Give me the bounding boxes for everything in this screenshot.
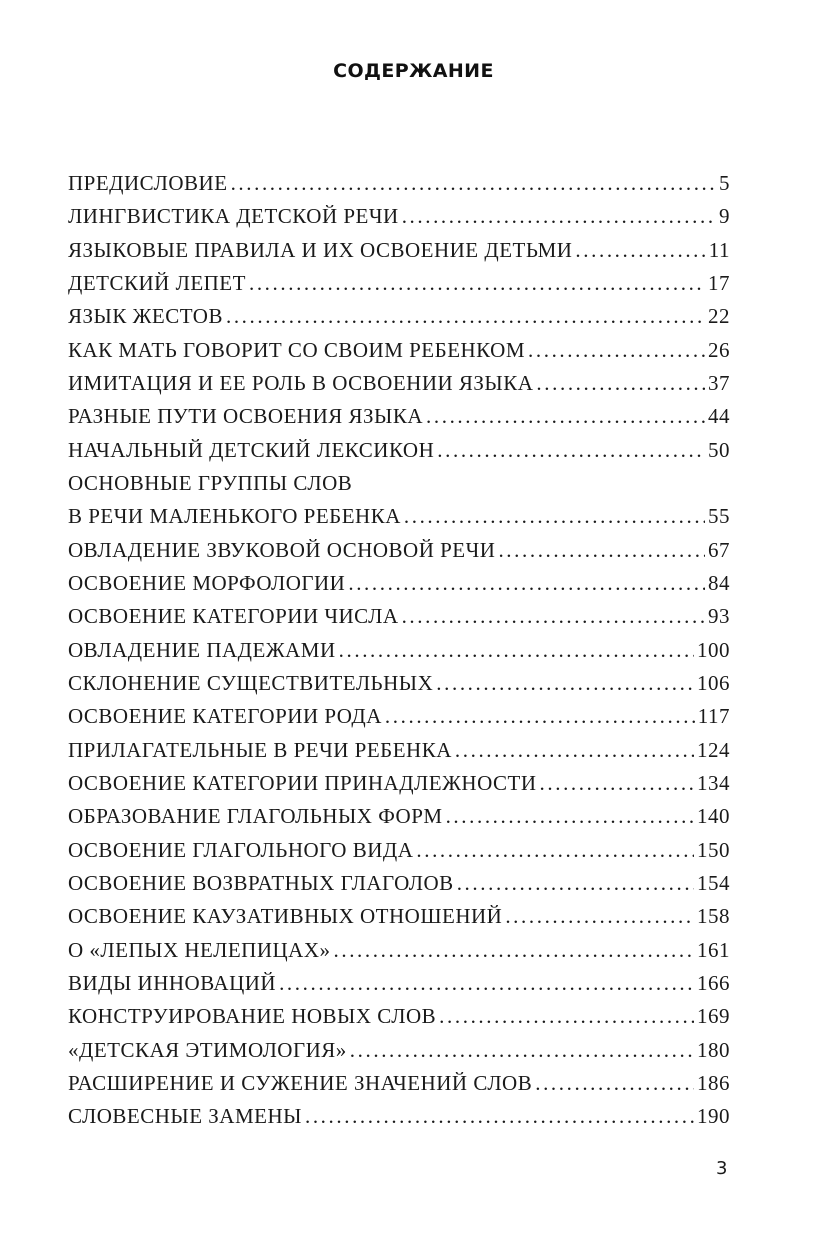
toc-entry-page: 5: [719, 171, 730, 195]
toc-entry-page: 158: [697, 904, 730, 929]
toc-entry-title: ОСВОЕНИЕ КАУЗАТИВНЫХ ОТНОШЕНИЙ: [68, 904, 503, 929]
toc-entry[interactable]: [68, 500, 730, 533]
toc-entry[interactable]: [68, 434, 730, 467]
toc-entry[interactable]: [68, 200, 730, 233]
toc-entry[interactable]: [68, 300, 730, 333]
toc-entry[interactable]: [68, 867, 730, 900]
dot-leader: [436, 667, 694, 700]
toc-entry[interactable]: [68, 634, 730, 667]
dot-leader: [505, 900, 694, 933]
toc-entry-page: 9: [719, 204, 730, 229]
dot-leader: [446, 800, 694, 833]
toc-entry[interactable]: [68, 767, 730, 800]
toc-entry-title: ЛИНГВИСТИКА ДЕТСКОЙ РЕЧИ: [68, 204, 399, 229]
toc-entry[interactable]: [68, 834, 730, 867]
toc-entry-page: 100: [697, 637, 730, 662]
dot-leader: [279, 967, 694, 1000]
dot-leader: [305, 1100, 694, 1133]
toc-entry-page: 154: [697, 870, 730, 895]
table-of-contents: [68, 167, 730, 1134]
toc-entry[interactable]: [68, 1067, 730, 1100]
dot-leader: [350, 1034, 694, 1067]
toc-entry-title: ПРИЛАГАТЕЛЬНЫЕ В РЕЧИ РЕБЕНКА: [68, 737, 452, 762]
dot-leader: [437, 434, 705, 467]
toc-entry-title: КОНСТРУИРОВАНИЕ НОВЫХ СЛОВ: [68, 1004, 437, 1029]
toc-entry-title: ЯЗЫКОВЫЕ ПРАВИЛА И ИХ ОСВОЕНИЕ ДЕТЬМИ: [68, 237, 573, 262]
toc-entry-page: 117: [697, 704, 730, 729]
dot-leader: [426, 400, 705, 433]
toc-entry[interactable]: [68, 167, 730, 200]
dot-leader: [334, 934, 695, 967]
toc-entry-page: 161: [697, 937, 730, 962]
page-title: СОДЕРЖАНИЕ: [333, 60, 494, 82]
toc-entry-title: ОВЛАДЕНИЕ ПАДЕЖАМИ: [68, 637, 336, 662]
dot-leader: [455, 734, 694, 767]
toc-entry[interactable]: [68, 600, 730, 633]
dot-leader: [498, 534, 705, 567]
toc-entry[interactable]: [68, 334, 730, 367]
toc-entry[interactable]: [68, 900, 730, 933]
toc-entry-title: ИМИТАЦИЯ И ЕЕ РОЛЬ В ОСВОЕНИИ ЯЗЫКА: [68, 370, 534, 395]
toc-entry-page: 50: [708, 437, 730, 462]
dot-leader: [439, 1000, 694, 1033]
dot-leader: [348, 567, 705, 600]
toc-entry-page: 17: [708, 270, 730, 295]
dot-leader: [535, 1067, 694, 1100]
toc-entry[interactable]: [68, 700, 730, 733]
dot-leader: [231, 167, 716, 200]
toc-entry[interactable]: [68, 1000, 730, 1033]
toc-entry-page: 37: [708, 370, 730, 395]
toc-entry-page: 140: [697, 804, 730, 829]
toc-entry-title: ОСВОЕНИЕ КАТЕГОРИИ РОДА: [68, 704, 382, 729]
toc-entry-page: 44: [708, 404, 730, 429]
toc-entry-title: КАК МАТЬ ГОВОРИТ СО СВОИМ РЕБЕНКОМ: [68, 337, 526, 362]
toc-entry[interactable]: [68, 534, 730, 567]
toc-entry[interactable]: [68, 967, 730, 1000]
toc-entry-title: В РЕЧИ МАЛЕНЬКОГО РЕБЕНКА: [68, 504, 401, 529]
toc-entry-page: 26: [708, 337, 730, 362]
dot-leader: [402, 200, 716, 233]
toc-entry-title: СКЛОНЕНИЕ СУЩЕСТВИТЕЛЬНЫХ: [68, 670, 434, 695]
dot-leader: [540, 767, 694, 800]
toc-entry-page: 180: [697, 1037, 730, 1062]
dot-leader: [249, 267, 705, 300]
toc-entry[interactable]: [68, 734, 730, 767]
toc-entry-title: ОСНОВНЫЕ ГРУППЫ СЛОВ: [68, 470, 353, 495]
toc-entry[interactable]: [68, 400, 730, 433]
toc-entry[interactable]: [68, 267, 730, 300]
dot-leader: [404, 500, 705, 533]
toc-entry-page: 106: [697, 670, 730, 695]
toc-entry-page: 166: [697, 970, 730, 995]
toc-entry-title: ПРЕДИСЛОВИЕ: [68, 171, 228, 195]
toc-entry[interactable]: [68, 567, 730, 600]
toc-entry[interactable]: [68, 367, 730, 400]
dot-leader: [575, 234, 705, 267]
toc-entry-page: 22: [708, 304, 730, 329]
toc-entry-page: 55: [708, 504, 730, 529]
toc-entry-title: ДЕТСКИЙ ЛЕПЕТ: [68, 270, 246, 295]
toc-entry-page: 124: [697, 737, 730, 762]
toc-entry-title: СЛОВЕСНЫЕ ЗАМЕНЫ: [68, 1104, 302, 1129]
toc-entry-page: 67: [708, 537, 730, 562]
toc-entry-title: ОСВОЕНИЕ ВОЗВРАТНЫХ ГЛАГОЛОВ: [68, 870, 454, 895]
toc-entry[interactable]: [68, 1100, 730, 1133]
toc-entry-page: 190: [697, 1104, 730, 1129]
toc-entry-title: ОСВОЕНИЕ КАТЕГОРИИ ПРИНАДЛЕЖНОСТИ: [68, 770, 537, 795]
page-number: 3: [716, 1158, 728, 1179]
toc-entry-page: 169: [697, 1004, 730, 1029]
dot-leader: [416, 834, 694, 867]
toc-entry-title: «ДЕТСКАЯ ЭТИМОЛОГИЯ»: [68, 1037, 347, 1062]
toc-entry-title: ОВЛАДЕНИЕ ЗВУКОВОЙ ОСНОВОЙ РЕЧИ: [68, 537, 496, 562]
dot-leader: [457, 867, 694, 900]
toc-entry-page: 134: [697, 770, 730, 795]
dot-leader: [385, 700, 695, 733]
toc-entry-title: ВИДЫ ИННОВАЦИЙ: [68, 970, 277, 995]
toc-entry[interactable]: [68, 667, 730, 700]
toc-entry[interactable]: [68, 800, 730, 833]
toc-entry-title: РАСШИРЕНИЕ И СУЖЕНИЕ ЗНАЧЕНИЙ СЛОВ: [68, 1070, 533, 1095]
toc-entry-title: НАЧАЛЬНЫЙ ДЕТСКИЙ ЛЕКСИКОН: [68, 437, 435, 462]
toc-entry-title: ОСВОЕНИЕ МОРФОЛОГИИ: [68, 570, 346, 595]
toc-entry-page: 150: [697, 837, 730, 862]
toc-entry-page: 93: [708, 604, 730, 629]
toc-entry-page: 186: [697, 1070, 730, 1095]
toc-entry[interactable]: [68, 467, 730, 500]
toc-entry-page: 11: [708, 237, 730, 262]
toc-entry-title: О «ЛЕПЫХ НЕЛЕПИЦАХ»: [68, 937, 331, 962]
toc-entry[interactable]: [68, 934, 730, 967]
toc-entry-title: ОБРАЗОВАНИЕ ГЛАГОЛЬНЫХ ФОРМ: [68, 804, 443, 829]
dot-leader: [536, 367, 705, 400]
dot-leader: [528, 334, 705, 367]
toc-entry-page: 84: [708, 570, 730, 595]
toc-entry-title: ЯЗЫК ЖЕСТОВ: [68, 304, 223, 329]
dot-leader: [339, 634, 694, 667]
toc-entry-title: ОСВОЕНИЕ КАТЕГОРИИ ЧИСЛА: [68, 604, 399, 629]
toc-entry-title: ОСВОЕНИЕ ГЛАГОЛЬНОГО ВИДА: [68, 837, 414, 862]
toc-entry[interactable]: [68, 1034, 730, 1067]
dot-leader: [226, 300, 705, 333]
toc-entry-title: РАЗНЫЕ ПУТИ ОСВОЕНИЯ ЯЗЫКА: [68, 404, 424, 429]
toc-entry[interactable]: [68, 234, 730, 267]
dot-leader: [402, 600, 705, 633]
